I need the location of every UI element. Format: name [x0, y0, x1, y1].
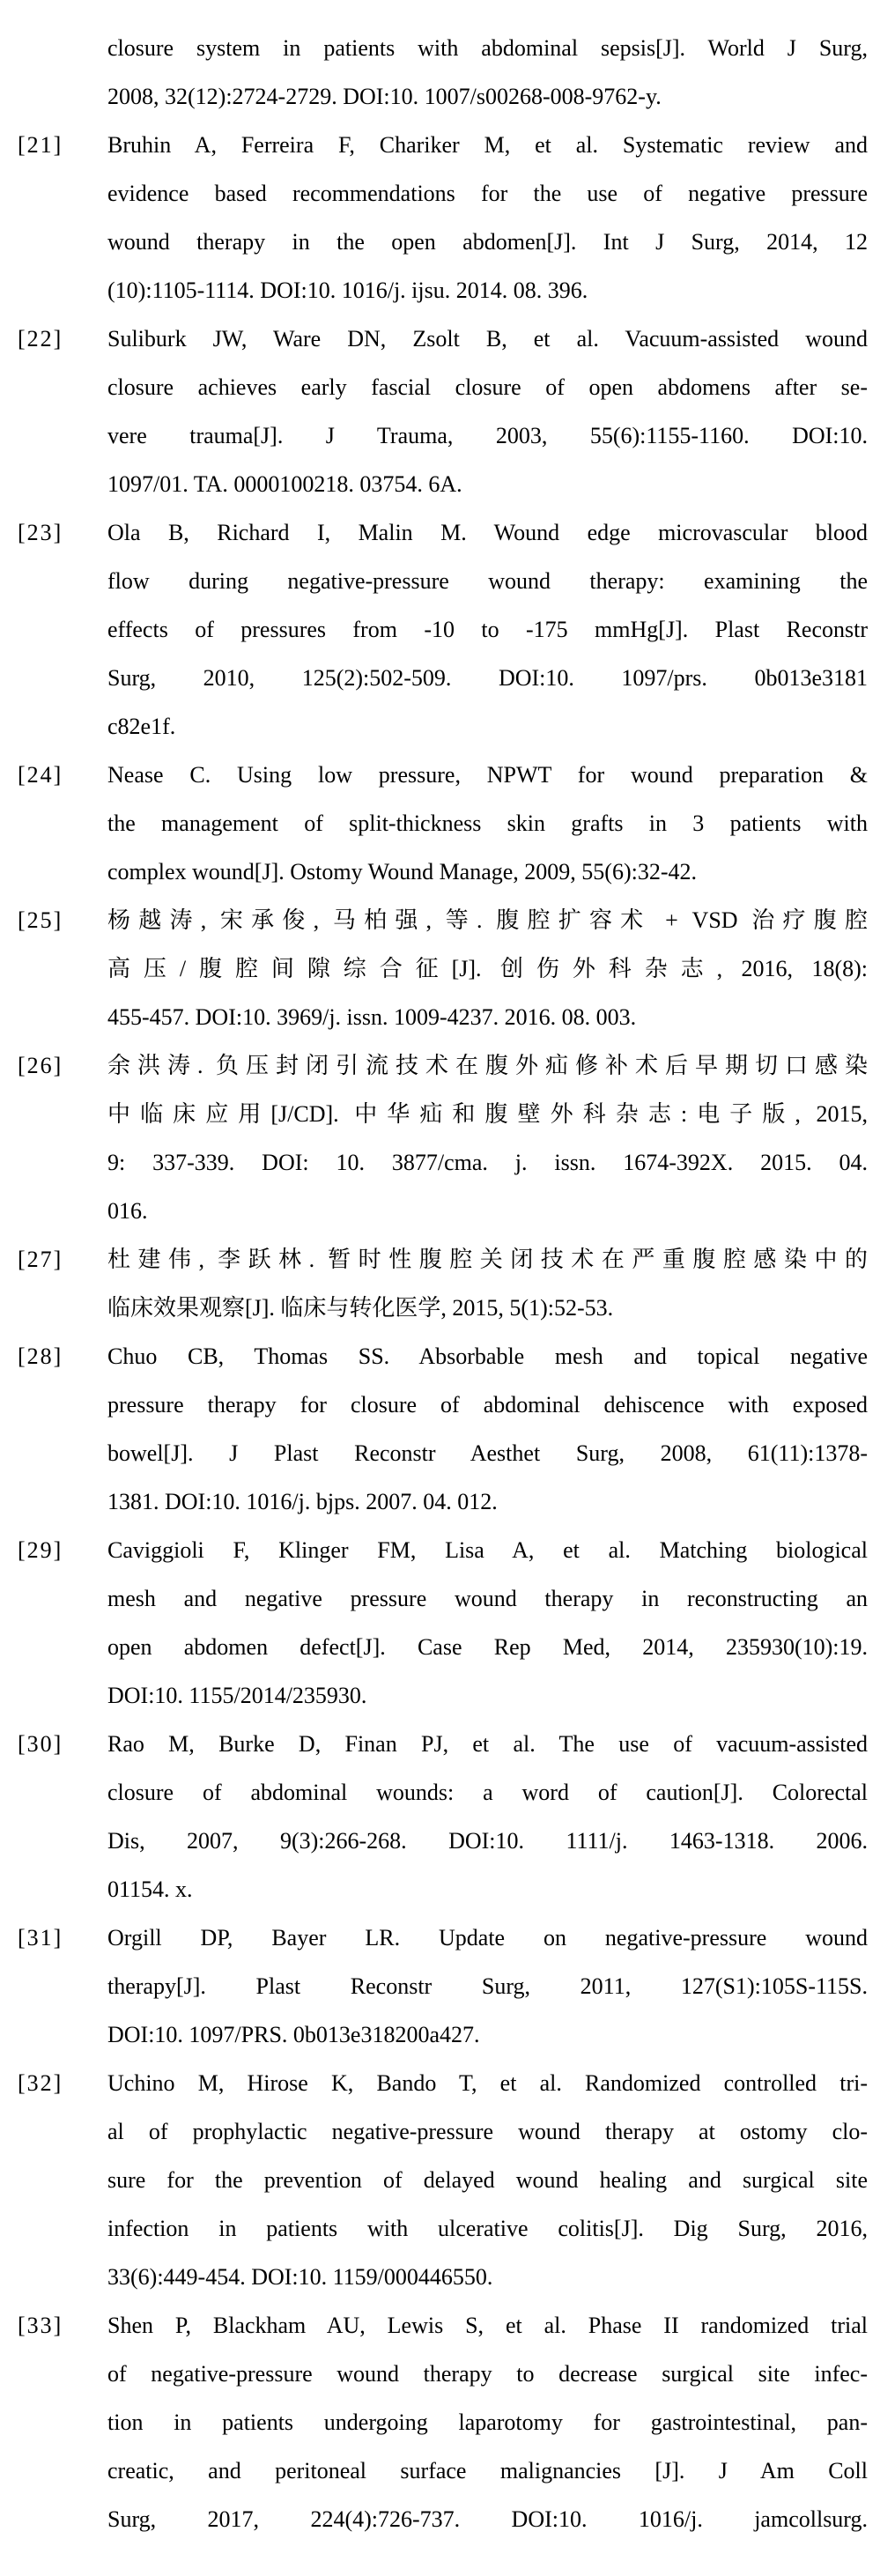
reference-number: [26]	[18, 1053, 63, 1078]
reference-line: therapy[J]. Plast Reconstr Surg, 2011, 127(S1):105S-115S.	[107, 1973, 868, 1999]
reference-line: creatic, and peritoneal surface malignancies [J]. J Am Coll	[107, 2458, 868, 2483]
references-list	[18, 24, 868, 2543]
reference-entry	[18, 1041, 868, 1235]
reference-line: 高压/腹腔间隙综合征[J]. 创伤外科杂志, 2016, 18(8):	[107, 956, 868, 981]
reference-line: Dis, 2007, 9(3):266-268. DOI:10. 1111/j. 1463-1318. 2006.	[107, 1828, 868, 1854]
reference-text	[107, 1041, 868, 1235]
reference-number: [28]	[18, 1344, 63, 1369]
reference-entry	[18, 1235, 868, 1332]
reference-number: [25]	[18, 907, 63, 933]
reference-entry	[18, 1526, 868, 1720]
reference-line: tion in patients undergoing laparotomy for gastrointestinal, pan-	[107, 2409, 868, 2435]
reference-line: DOI:10. 1097/PRS. 0b013e318200a427.	[107, 2022, 480, 2047]
reference-text	[107, 508, 868, 751]
reference-entry	[18, 24, 868, 121]
reference-text	[107, 1332, 868, 1526]
reference-number: [29]	[18, 1537, 63, 1563]
reference-line: Uchino M, Hirose K, Bando T, et al. Randomized controlled tri-	[107, 2070, 868, 2096]
reference-line: open abdomen defect[J]. Case Rep Med, 2014, 235930(10):19.	[107, 1634, 868, 1660]
reference-text	[107, 315, 868, 508]
reference-line: Orgill DP, Bayer LR. Update on negative-pressure wound	[107, 1925, 868, 1951]
reference-text	[107, 121, 868, 315]
reference-line: vere trauma[J]. J Trauma, 2003, 55(6):1155-1160. DOI:10.	[107, 423, 868, 448]
reference-line: flow during negative-pressure wound therapy: examining the	[107, 568, 868, 594]
reference-line: bowel[J]. J Plast Reconstr Aesthet Surg, 2008, 61(11):1378-	[107, 1440, 868, 1466]
reference-entry	[18, 315, 868, 508]
reference-line: Chuo CB, Thomas SS. Absorbable mesh and topical negative	[107, 1344, 868, 1369]
reference-line: Nease C. Using low pressure, NPWT for wound preparation &	[107, 762, 868, 788]
reference-number: [21]	[18, 132, 63, 158]
reference-entry	[18, 2059, 868, 2301]
reference-line: c82e1f.	[107, 714, 176, 739]
reference-line: complex wound[J]. Ostomy Wound Manage, 2009, 55(6):32-42.	[107, 859, 698, 885]
reference-line: 杜建伟, 李跃林. 暂时性腹腔关闭技术在严重腹腔感染中的	[107, 1247, 868, 1272]
reference-number: [27]	[18, 1247, 63, 1272]
reference-text	[107, 1526, 868, 1720]
reference-entry	[18, 508, 868, 751]
reference-text	[107, 1235, 868, 1332]
reference-line: of negative-pressure wound therapy to decrease surgical site infec-	[107, 2361, 868, 2387]
reference-line: Surg, 2017, 224(4):726-737. DOI:10. 1016/j. jamcollsurg.	[107, 2506, 868, 2532]
reference-number: [30]	[18, 1731, 63, 1757]
reference-line: closure achieves early fascial closure of open abdomens after se-	[107, 374, 868, 400]
reference-entry	[18, 1332, 868, 1526]
reference-number: [23]	[18, 520, 63, 545]
reference-line: 1097/01. TA. 0000100218. 03754. 6A.	[107, 471, 462, 497]
reference-line: 1381. DOI:10. 1016/j. bjps. 2007. 04. 012.	[107, 1489, 498, 1514]
reference-text	[107, 751, 868, 896]
reference-line: 455-457. DOI:10. 3969/j. issn. 1009-4237. 2016. 08. 003.	[107, 1004, 637, 1030]
reference-number: [32]	[18, 2070, 63, 2096]
reference-line: 余洪涛. 负压封闭引流技术在腹外疝修补术后早期切口感染	[107, 1053, 868, 1078]
reference-line: Caviggioli F, Klinger FM, Lisa A, et al. Matching biological	[107, 1537, 868, 1563]
reference-text	[107, 896, 868, 1041]
reference-line: Shen P, Blackham AU, Lewis S, et al. Phase II randomized trial	[107, 2313, 868, 2338]
reference-entry	[18, 751, 868, 896]
reference-line: evidence based recommendations for the use of negative pressure	[107, 181, 868, 206]
reference-line: wound therapy in the open abdomen[J]. Int J Surg, 2014, 12	[107, 229, 868, 255]
reference-line: 33(6):449-454. DOI:10. 1159/000446550.	[107, 2264, 493, 2290]
reference-line: effects of pressures from -10 to -175 mmHg[J]. Plast Reconstr	[107, 617, 868, 642]
reference-line: infection in patients with ulcerative colitis[J]. Dig Surg, 2016,	[107, 2216, 868, 2241]
reference-line: (10):1105-1114. DOI:10. 1016/j. ijsu. 2014. 08. 396.	[107, 278, 588, 303]
reference-entry	[18, 1720, 868, 1913]
reference-entry	[18, 896, 868, 1041]
reference-line: 杨越涛, 宋承俊, 马柏强, 等. 腹腔扩容术 + VSD 治疗腹腔	[107, 907, 868, 933]
reference-line: Suliburk JW, Ware DN, Zsolt B, et al. Vacuum-assisted wound	[107, 326, 868, 352]
reference-number: [33]	[18, 2313, 63, 2338]
reference-line: 临床效果观察[J]. 临床与转化医学, 2015, 5(1):52-53.	[107, 1295, 614, 1321]
reference-entry	[18, 2301, 868, 2543]
reference-line: sure for the prevention of delayed wound healing and surgical site	[107, 2167, 868, 2193]
reference-line: Rao M, Burke D, Finan PJ, et al. The use of vacuum-assisted	[107, 1731, 868, 1757]
reference-line: pressure therapy for closure of abdominal dehiscence with exposed	[107, 1392, 868, 1418]
reference-number: [31]	[18, 1925, 63, 1951]
reference-line: 01154. x.	[107, 1876, 193, 1902]
reference-line: Ola B, Richard I, Malin M. Wound edge microvascular blood	[107, 520, 868, 545]
reference-line: 中临床应用[J/CD]. 中华疝和腹壁外科杂志:电子版, 2015,	[107, 1101, 868, 1127]
reference-line: closure system in patients with abdominal sepsis[J]. World J Surg,	[107, 35, 868, 61]
reference-number: [24]	[18, 762, 63, 788]
reference-text	[107, 24, 868, 121]
reference-text	[107, 2301, 868, 2543]
reference-line: 016.	[107, 1198, 148, 1224]
reference-text	[107, 1913, 868, 2059]
reference-text	[107, 2059, 868, 2301]
reference-text	[107, 1720, 868, 1913]
reference-line: closure of abdominal wounds: a word of caution[J]. Colorectal	[107, 1780, 868, 1805]
reference-entry	[18, 1913, 868, 2059]
reference-line: 2008, 32(12):2724-2729. DOI:10. 1007/s00268-008-9762-y.	[107, 84, 662, 109]
reference-line: the management of split-thickness skin grafts in 3 patients with	[107, 811, 868, 836]
reference-line: Surg, 2010, 125(2):502-509. DOI:10. 1097/prs. 0b013e3181	[107, 665, 868, 691]
reference-entry	[18, 121, 868, 315]
reference-line: 9: 337-339. DOI: 10. 3877/cma. j. issn. 1674-392X. 2015. 04.	[107, 1150, 868, 1175]
reference-line: mesh and negative pressure wound therapy in reconstructing an	[107, 1586, 868, 1611]
reference-line: al of prophylactic negative-pressure wound therapy at ostomy clo-	[107, 2119, 868, 2144]
reference-line: Bruhin A, Ferreira F, Chariker M, et al. Systematic review and	[107, 132, 868, 158]
reference-number: [22]	[18, 326, 63, 352]
reference-line: DOI:10. 1155/2014/235930.	[107, 1683, 367, 1708]
